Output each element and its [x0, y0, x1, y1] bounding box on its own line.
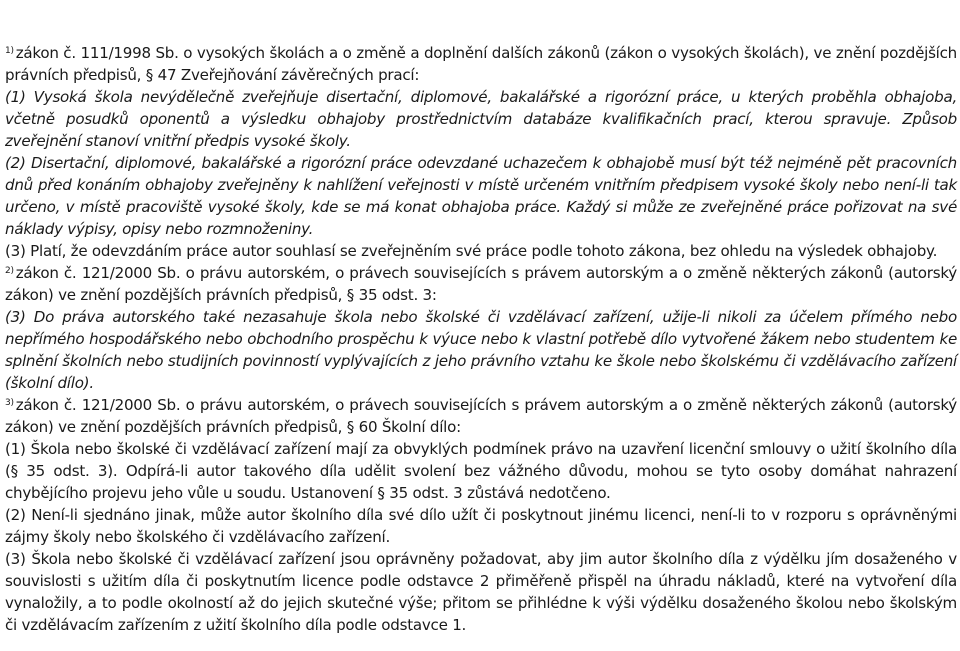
- footnote-2-paragraph-1: (3) Do práva autorského také nezasahuje škola nebo školské či vzdělávací zařízení, užije-li nikoli za účelem přímého nebo nepřímého hospodářského nebo obchodního prospěchu k výuce nebo k vlastní potřebě dílo vytvořené žákem nebo studentem ke splnění školních nebo studijních povinností vyplývajících z jeho právního vztahu ke škole nebo školskému či vzdělávacího zařízení (školní dílo).: [5, 308, 957, 392]
- footnote-3-paragraph-2: (2) Není-li sjednáno jinak, může autor školního díla své dílo užít či poskytnout jinému licenci, není-li to v rozporu s oprávněnými zájmy školy nebo školského či vzdělávacího zařízení.: [5, 506, 957, 546]
- footnote-heading-text: zákon č. 111/1998 Sb. o vysokých školách a o změně a doplnění dalších zákonů (zákon o vysokých školách), ve znění pozdějších právních předpisů, § 47 Zveřejňování závěrečných prací:: [5, 44, 957, 84]
- footnote-heading-text: zákon č. 121/2000 Sb. o právu autorském, o právech souvisejících s právem autorským a o změně některých zákonů (autorský zákon) ve znění pozdějších právních předpisů, § 60 Školní dílo:: [5, 396, 957, 436]
- footnote-3-paragraph-3: (3) Škola nebo školské či vzdělávací zařízení jsou oprávněny požadovat, aby jim autor školního díla z výdělku jím dosaženého v souvislosti s užitím díla či poskytnutím licence podle odstavce 2 přiměřeně přispěl na úhradu nákladů, které na vytvoření díla vynaložily, a to podle okolností až do jejich skutečné výše; přitom se přihlédne k výši výdělku dosaženého školou nebo školským či vzdělávacím zařízením z užití školního díla podle odstavce 1.: [5, 550, 957, 634]
- footnote-marker: 1): [5, 46, 14, 56]
- footnote-1-paragraph-1: (1) Vysoká škola nevýdělečně zveřejňuje disertační, diplomové, bakalářské a rigorózní práce, u kterých proběhla obhajoba, včetně posudků oponentů a výsledku obhajoby prostřednictvím databáze kvalifikačních prací, kterou spravuje. Způsob zveřejnění stanoví vnitřní předpis vysoké školy.: [5, 88, 957, 150]
- footnote-1-paragraph-3: (3) Platí, že odevzdáním práce autor souhlasí se zveřejněním své práce podle tohoto zákona, bez ohledu na výsledek obhajoby.: [5, 242, 938, 260]
- footnote-marker: 2): [5, 266, 14, 276]
- footnotes-document: [5, 42, 957, 636]
- footnote-heading-text: zákon č. 121/2000 Sb. o právu autorském, o právech souvisejících s právem autorským a o změně některých zákonů (autorský zákon) ve znění pozdějších právních předpisů, § 35 odst. 3:: [5, 264, 957, 304]
- footnote-2-heading: [5, 262, 957, 306]
- footnote-marker: 3): [5, 398, 14, 408]
- footnote-1-paragraph-2: (2) Disertační, diplomové, bakalářské a rigorózní práce odevzdané uchazečem k obhajobě musí být též nejméně pět pracovních dnů před konáním obhajoby zveřejněny k nahlížení veřejnosti v místě určeném vnitřním předpisem vysoké školy nebo není-li tak určeno, v místě pracoviště vysoké školy, kde se má konat obhajoba práce. Každý si může ze zveřejněné práce pořizovat na své náklady výpisy, opisy nebo rozmnoženiny.: [5, 154, 957, 238]
- footnote-3-paragraph-1: (1) Škola nebo školské či vzdělávací zařízení mají za obvyklých podmínek právo na uzavření licenční smlouvy o užití školního díla (§ 35 odst. 3). Odpírá-li autor takového díla udělit svolení bez vážného důvodu, mohou se tyto osoby domáhat nahrazení chybějícího projevu jeho vůle u soudu. Ustanovení § 35 odst. 3 zůstává nedotčeno.: [5, 440, 957, 502]
- footnote-1-heading: [5, 42, 957, 86]
- footnote-3-heading: [5, 394, 957, 438]
